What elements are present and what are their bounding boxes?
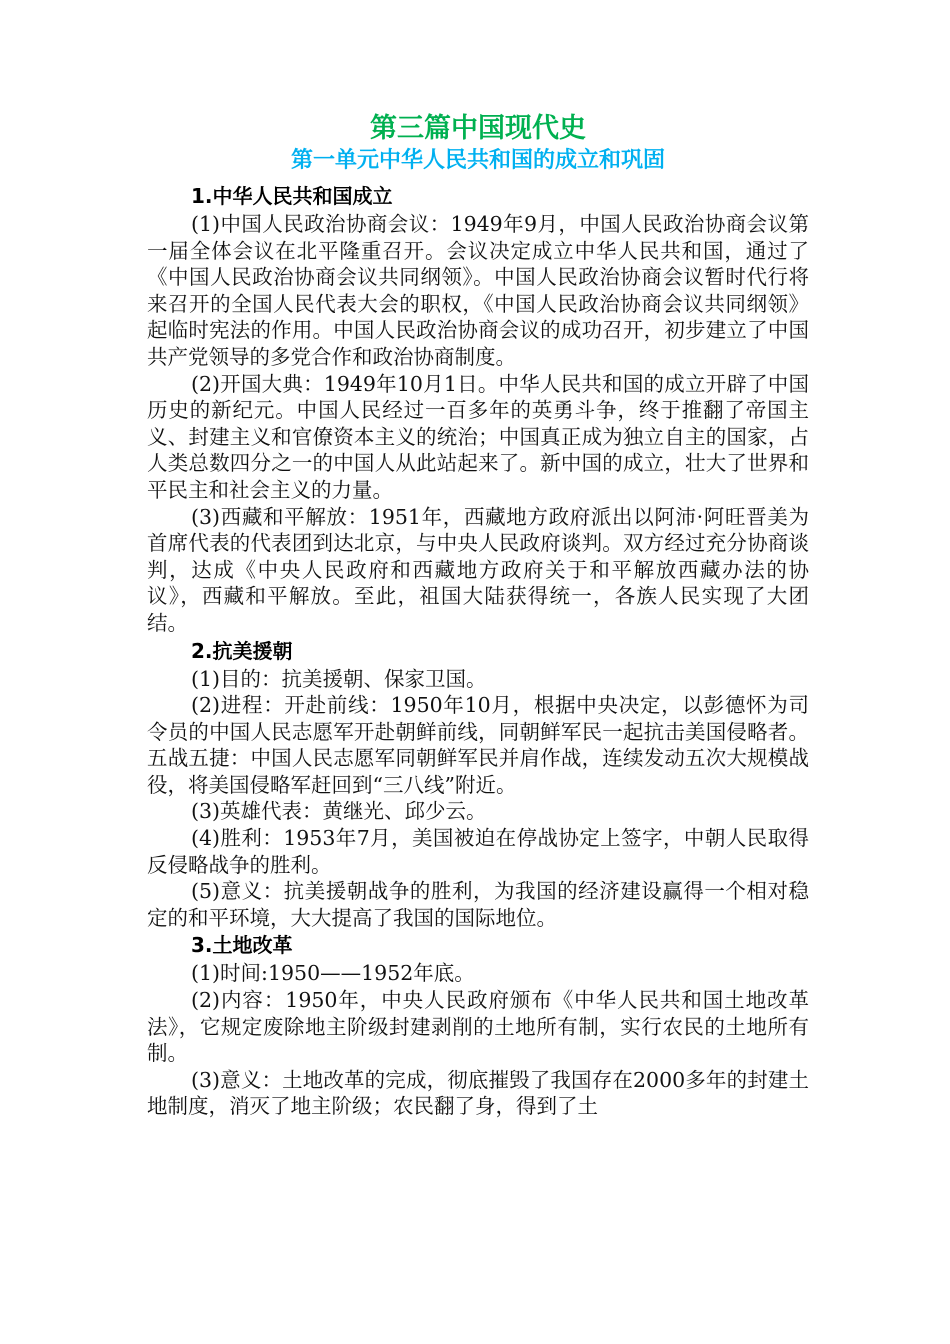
paragraph: (2)内容：1950年，中央人民政府颁布《中华人民共和国土地改革法》，它规定废除地主阶级封建剥削的土地所有制，实行农民的土地所有制。 xyxy=(147,988,809,1066)
paragraph: (1)中国人民政治协商会议：1949年9月，中国人民政治协商会议第一届全体会议在北平隆重召开。会议决定成立中华人民共和国，通过了《中国人民政治协商会议共同纲领》。中国人民政治协商会议暂时代行将来召开的全国人民代表大会的职权，《中国人民政治协商会议共同纲领》起临时宪法的作用。中国人民政治协商会议的成功召开，初步建立了中国共产党领导的多党合作和政治协商制度。 xyxy=(147,212,809,369)
paragraph: (3)西藏和平解放：1951年，西藏地方政府派出以阿沛·阿旺晋美为首席代表的代表团到达北京，与中央人民政府谈判。双方经过充分协商谈判，达成《中央人民政府和西藏地方政府关于和平解放西藏办法的协议》，西藏和平解放。至此，祖国大陆获得统一，各族人民实现了大团结。 xyxy=(147,504,809,635)
section-korean-war xyxy=(147,637,809,932)
unit-title: 第一单元中华人民共和国的成立和巩固 xyxy=(290,148,665,173)
paragraph: (4)胜利：1953年7月，美国被迫在停战协定上签字，中朝人民取得反侵略战争的胜利。 xyxy=(147,826,809,877)
paragraph: (2)进程：开赴前线：1950年10月，根据中央决定，以彭德怀为司令员的中国人民志愿军开赴朝鲜前线，同朝鲜军民一起抗击美国侵略者。五战五捷：中国人民志愿军同朝鲜军民并肩作战，连续发动五次大规模战役，将美国侵略军赶回到“三八线”附近。 xyxy=(147,693,809,797)
section-heading: 1.中华人民共和国成立 xyxy=(191,184,393,208)
section-heading: 3.土地改革 xyxy=(191,933,293,958)
paragraph: (1)目的：抗美援朝、保家卫国。 xyxy=(191,666,487,691)
paragraph: (2)开国大典：1949年10月1日。中华人民共和国的成立开辟了中国历史的新纪元。中国人民经过一百多年的英勇斗争，终于推翻了帝国主义、封建主义和官僚资本主义的统治；中国真正成为独立自主的国家，占人类总数四分之一的中国人从此站起来了。新中国的成立，壮大了世界和平民主和社会主义的力量。 xyxy=(147,371,809,502)
document-page xyxy=(147,112,809,1120)
section-land-reform xyxy=(147,931,809,1120)
page-title: 第三篇中国现代史 xyxy=(370,113,586,144)
paragraph: (3)英雄代表：黄继光、邱少云。 xyxy=(191,799,487,824)
section-founding-of-prc xyxy=(147,182,809,637)
paragraph: (3)意义：土地改革的完成，彻底摧毁了我国存在2000多年的封建土地制度，消灭了地主阶级；农民翻了身，得到了土 xyxy=(147,1067,809,1119)
paragraph: (5)意义：抗美援朝战争的胜利，为我国的经济建设赢得一个相对稳定的和平环境，大大提高了我国的国际地位。 xyxy=(147,879,809,930)
paragraph: (1)时间:1950——1952年底。 xyxy=(191,961,475,986)
section-heading: 2.抗美援朝 xyxy=(191,638,293,663)
